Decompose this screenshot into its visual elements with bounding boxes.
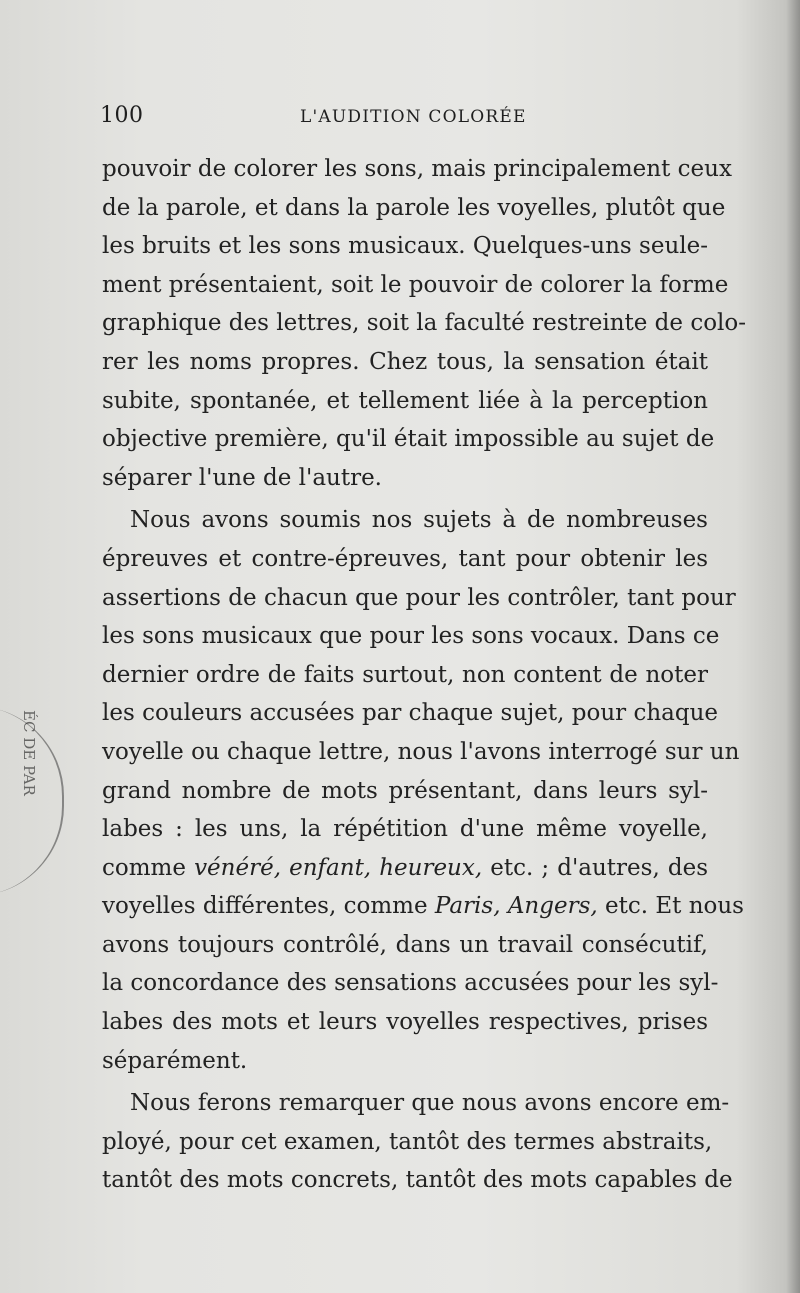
text-line: grand nombre de mots présentant, dans leurs syl- (102, 777, 708, 804)
text-line: voyelle ou chaque lettre, nous l'avons interrogé sur un (102, 738, 740, 765)
text-line: les couleurs accusées par chaque sujet, pour chaque (102, 700, 719, 727)
text-line: avons toujours contrôlé, dans un travail consécutif, (102, 931, 708, 958)
text-line: Nous avons soumis nos sujets à de nombreuses (130, 507, 708, 534)
text-line: tantôt des mots concrets, tantôt des mots capables de (102, 1167, 733, 1194)
running-head: L'AUDITION COLORÉE (300, 107, 527, 127)
page-header (100, 103, 700, 133)
page-spine-shadow (786, 0, 800, 1293)
text-line: assertions de chacun que pour les contrôler, tant pour (102, 584, 736, 611)
text-line: rer les noms propres. Chez tous, la sensation était (102, 348, 708, 375)
text-run: voyelles différentes, comme (102, 893, 435, 920)
text-line: ment présentaient, soit le pouvoir de colorer la forme (102, 271, 729, 298)
text-line: labes : les uns, la répétition d'une même voyelle, (102, 816, 708, 843)
text-line: séparément. (102, 1047, 248, 1074)
text-line: de la parole, et dans la parole les voyelles, plutôt que (102, 194, 726, 221)
text-line: dernier ordre de faits surtout, non content de noter (102, 661, 708, 688)
text-line (102, 887, 744, 926)
text-line: Nous ferons remarquer que nous avons encore em- (130, 1090, 730, 1117)
text-line: épreuves et contre-épreuves, tant pour obtenir les (102, 545, 708, 572)
text-line: ployé, pour cet examen, tantôt des termes abstraits, (102, 1128, 713, 1155)
text-line (102, 849, 708, 888)
text-line: les sons musicaux que pour les sons vocaux. Dans ce (102, 623, 720, 650)
text-line: subite, spontanée, et tellement liée à la perception (102, 387, 708, 414)
text-line: la concordance des sensations accusées pour les syl- (102, 970, 719, 997)
italic-examples: Paris, Angers, (434, 893, 598, 920)
italic-examples: vénéré, enfant, heureux, (194, 854, 483, 881)
text-line: pouvoir de colorer les sons, mais principalement ceux (102, 156, 732, 182)
text-line: les bruits et les sons musicaux. Quelques-uns seule- (102, 233, 708, 260)
text-run: comme (102, 854, 195, 881)
text-line: objective première, qu'il était impossible au sujet de (102, 426, 715, 453)
page-number: 100 (100, 103, 144, 128)
text-line: graphique des lettres, soit la faculté restreinte de colo- (102, 310, 747, 337)
text-run: etc. ; d'autres, des (482, 854, 708, 881)
body-text (102, 150, 747, 1200)
text-run: etc. Et nous (597, 893, 744, 920)
library-stamp-text: ÉC DE PAR (20, 710, 38, 796)
text-line: séparer l'une de l'autre. (102, 464, 382, 491)
text-line: labes des mots et leurs voyelles respectives, prises (102, 1009, 708, 1036)
